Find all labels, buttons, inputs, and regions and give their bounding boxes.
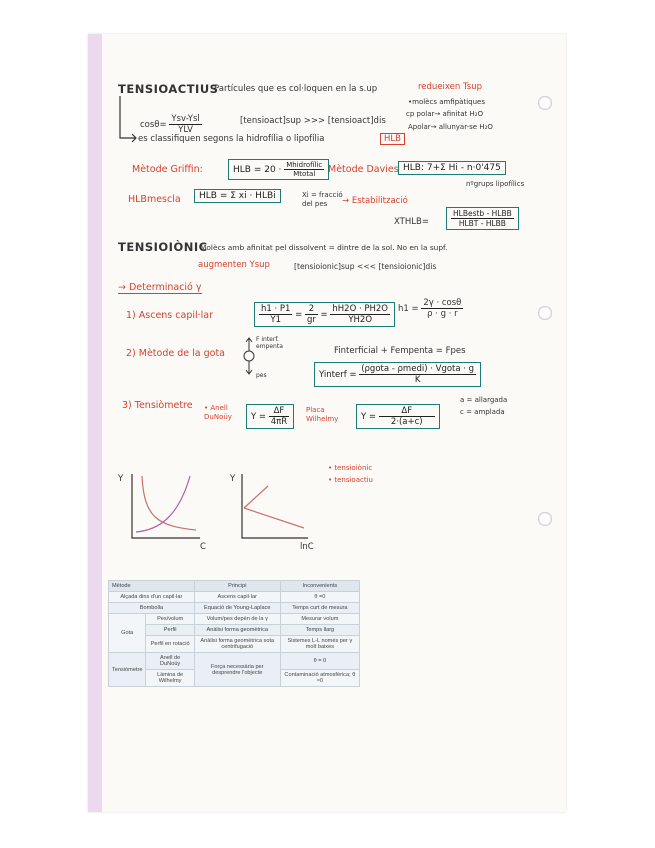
surface-tension-graphs [118, 468, 318, 554]
griffin-numerator: Mhidrofílic [286, 161, 323, 169]
a-note: a = allargada [460, 396, 508, 404]
method1-h-formula: h1 = $\frac{2\gamma \cdot \cos\theta}{\rho \cdot g \cdot r}$ [398, 298, 462, 319]
table-row: Alçada dins d'un capil·lar Ascens capil·lar θ =0 [109, 592, 360, 603]
header-principle: Principi [194, 581, 280, 592]
graph2-y-label: Y [230, 474, 236, 484]
cos-denominator: YLV [178, 125, 193, 135]
note-polar: cp polar→ afinitat H₂O [406, 110, 484, 118]
method1-formula-box: $\frac{h1 \cdot P1}{Y1}$ = $\frac{2}{gr}$ = $\frac{hH2O \cdot PH2O}{YH2O}$ [254, 302, 395, 327]
placa-formula-box: Y = $\frac{\Delta F}{2\cdot(a+c)}$ [356, 404, 440, 429]
method2-label: 2) Mètode de la gota [126, 348, 226, 359]
drop-down-label: pes [256, 372, 267, 379]
group-cell-tensiometre: Tensiòmetre [109, 653, 146, 687]
classify-text: es classifiquen segons la hidrofília o lipofília [138, 134, 325, 144]
mix-formula-box: HLB = Σ xi · HLBi [194, 189, 281, 203]
methods-table [108, 580, 360, 687]
x-denominator: HLBT - HLBB [458, 219, 506, 228]
notebook-page [88, 34, 566, 812]
bracket-arrow [114, 94, 140, 146]
anell-label: • Anell DuNoüy [204, 404, 232, 421]
x-numerator: HLBestb - HLBB [453, 209, 512, 218]
griffin-denominator: Mtotal [293, 170, 316, 178]
davies-note: nºgrups lipofílics [466, 180, 525, 188]
binder-hole [538, 512, 552, 526]
section-title-tensioionic: TENSIOIÒNIC [118, 240, 208, 254]
graph2-x-label: lnC [300, 542, 314, 552]
method1-label: 1) Ascens capil·lar [126, 310, 214, 321]
graph-2 [242, 474, 308, 538]
table-row: Gota Pes/volum Volum/pes depèn de la γ Mesurar volum [109, 614, 360, 625]
x-label: XTHLB= [394, 217, 429, 227]
margin-strip [88, 34, 102, 812]
hlb-tag: HLB [380, 133, 405, 145]
davies-formula-box: HLB: 7+Σ Hi - n·0'475 [398, 161, 506, 175]
stability-text: → Estabilització [342, 196, 408, 206]
table-row: Perfil en rotació Anàlisi forma geomètrica sota centrifugació Sistemes L-L només per γ molt baixes [109, 636, 360, 653]
table-row: Tensiòmetre Anell de DuNoüy Força necessària per desprendre l'objecte θ = 0 [109, 653, 360, 670]
method2-formula-box: Yinterf = $\frac{\text{(ρgota - ρmedi) · Vgota · g}}{K}$ [314, 362, 481, 387]
cos-formula [140, 114, 202, 135]
header-method: Mètode [109, 581, 195, 592]
tensioionic-line2-red: augmenten Ysup [198, 260, 270, 270]
xi-note: Xi = fracció del pes [302, 191, 343, 208]
cos-numerator: Ysv-Ysl [171, 114, 200, 124]
x-formula [394, 217, 429, 227]
section-title-tensioactius: TENSIOACTIUS [118, 82, 219, 96]
davies-label: Mètode Davies [328, 164, 399, 175]
griffin-formula-box [228, 159, 329, 180]
table-row: Bombolla Equació de Young-Laplace Temps curt de mesura [109, 603, 360, 614]
graph1-y-label: Y [118, 474, 124, 484]
binder-hole [538, 96, 552, 110]
griffin-label: Mètode Griffin: [132, 164, 203, 175]
mix-label: HLBmescla [128, 194, 181, 205]
intro-red-text: redueixen Tsup [418, 82, 482, 92]
anell-formula-box: Y = $\frac{\Delta F}{4\pi R}$ [246, 404, 294, 429]
note-amfipatiques: •molècs amfipàtiques [408, 98, 485, 106]
drop-up-label: F interf. empenta [256, 336, 283, 350]
tensioionic-line2: [tensioionic]sup <<< [tensioionic]dis [294, 262, 437, 271]
binder-hole [538, 306, 552, 320]
cos-prefix: cosθ= [140, 120, 167, 130]
graph-1 [132, 474, 200, 538]
intro-text: Partícules que es col·loquen en la s.up [214, 84, 378, 94]
comparison-text: [tensioact]sup >>> [tensioact]dis [240, 116, 386, 126]
table-row: Làmina de Wilhelmy Contaminació atmosfèrica; θ ≈0 [109, 670, 360, 687]
group-cell-gota: Gota [109, 614, 146, 653]
griffin-formula: HLB = 20 · [233, 165, 285, 175]
method2-balance: Finterficial + Fempenta = Fpes [334, 346, 466, 356]
x-formula-box [446, 207, 519, 230]
placa-label: Placa Wilhelmy [306, 406, 339, 423]
legend-tensioionic: • tensioiònic [328, 464, 373, 472]
graph1-x-label: C [200, 542, 206, 552]
table-row: Perfil Anàlisi forma geomètrica Temps llarg [109, 625, 360, 636]
legend-tensioactiu: • tensioactiu [328, 476, 373, 484]
table-header-row [109, 581, 360, 592]
determination-label: → Determinació γ [118, 282, 202, 293]
note-apolar: Apolar→ allunyar-se H₂O [408, 123, 493, 131]
method3-label: 3) Tensiòmetre [122, 400, 193, 411]
c-note: c = amplada [460, 408, 505, 416]
header-issues: Inconvenients [280, 581, 359, 592]
tensioionic-line1: Molècs amb afinitat pel dissolvent = dintre de la sol. No en la supf. [200, 243, 448, 252]
